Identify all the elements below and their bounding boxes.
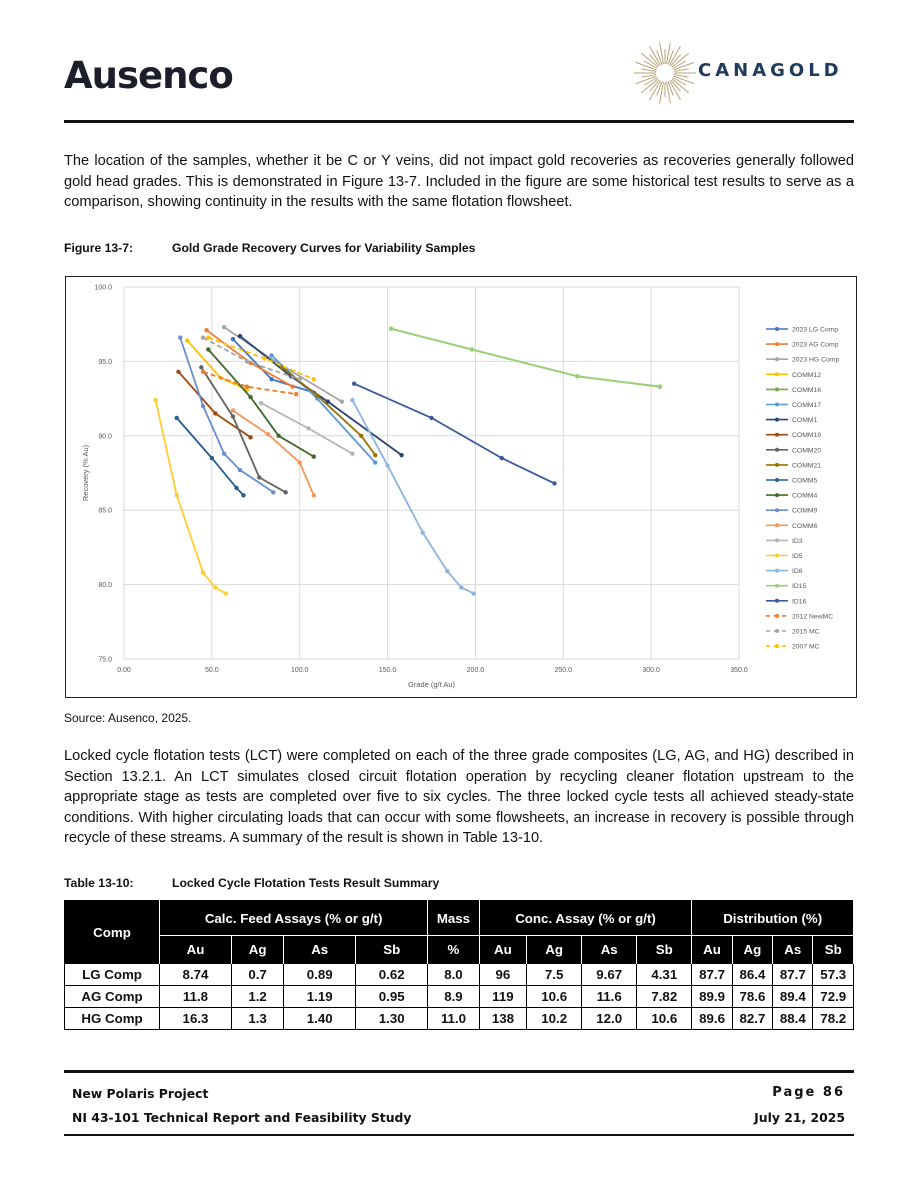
y-tick-label: 100.0 xyxy=(94,284,112,292)
table-cell: 10.6 xyxy=(637,1008,692,1030)
legend-marker xyxy=(775,357,779,361)
data-point xyxy=(199,365,203,369)
series-line xyxy=(391,329,660,387)
x-tick-label: 150.0 xyxy=(378,667,397,674)
data-point xyxy=(175,493,179,497)
data-point xyxy=(231,337,235,341)
col-header: Ag xyxy=(232,936,284,964)
table-cell: 0.7 xyxy=(232,964,284,986)
legend-marker xyxy=(775,418,779,422)
data-point xyxy=(213,585,217,589)
legend-label: 2023 HG Comp xyxy=(792,356,840,364)
table-cell: 8.0 xyxy=(428,964,479,986)
table-cell: 0.62 xyxy=(356,964,428,986)
legend-label: COMM16 xyxy=(792,386,822,394)
table-cell: 89.6 xyxy=(692,1008,732,1030)
legend-label: COMM21 xyxy=(792,462,822,470)
data-point xyxy=(500,456,504,460)
data-point xyxy=(470,347,474,351)
data-point xyxy=(213,411,217,415)
x-tick-label: 300.0 xyxy=(642,667,660,674)
legend-marker xyxy=(775,493,779,497)
series-line xyxy=(177,418,244,495)
intro-paragraph: The location of the samples, whether it be C or Y veins, did not impact gold recoveries as recoveries generally followed gold head grades. This is demonstrated in Figure 13-7. Included in the figure are some historical test results to serve as a comparison, showing continuity in the results with the same flotation flowsheet. xyxy=(64,153,854,210)
canagold-logo-text: CANAGOLD xyxy=(698,60,843,81)
table-cell: 8.74 xyxy=(160,964,232,986)
lct-summary-table xyxy=(64,900,854,1030)
recovery-chart xyxy=(65,276,857,698)
legend-label: COMM6 xyxy=(792,522,818,530)
data-point xyxy=(283,490,287,494)
sunburst-icon xyxy=(634,38,696,108)
data-point xyxy=(421,530,425,534)
table-caption xyxy=(64,876,439,890)
legend-marker xyxy=(775,584,779,588)
data-point xyxy=(259,401,263,405)
canagold-logo xyxy=(630,38,860,108)
ausenco-logo xyxy=(64,52,233,100)
series-line xyxy=(208,338,313,380)
table-cell: 7.5 xyxy=(527,964,582,986)
table-cell: 11.8 xyxy=(160,986,232,1008)
table-cell: 1.2 xyxy=(232,986,284,1008)
table-cell: 0.89 xyxy=(284,964,356,986)
col-header: Ag xyxy=(732,936,772,964)
data-point xyxy=(471,591,475,595)
series-line xyxy=(179,372,251,438)
data-point xyxy=(231,408,235,412)
figure-title: Gold Grade Recovery Curves for Variability Samples xyxy=(172,241,476,255)
legend-marker xyxy=(775,433,779,437)
data-point xyxy=(231,414,235,418)
data-point xyxy=(153,398,157,402)
footer-date: July 21, 2025 xyxy=(754,1110,845,1125)
series-line xyxy=(354,384,554,484)
data-point xyxy=(210,456,214,460)
group-header-dist: Distribution (%) xyxy=(692,901,854,936)
table-cell: 87.7 xyxy=(773,964,813,986)
table-cell: 57.3 xyxy=(813,964,854,986)
table-cell: 78.2 xyxy=(813,1008,854,1030)
col-header: As xyxy=(773,936,813,964)
x-tick-label: 350.0 xyxy=(730,667,748,674)
table-cell: 72.9 xyxy=(813,986,854,1008)
table-row xyxy=(65,1008,854,1030)
legend-marker xyxy=(775,342,779,346)
data-point xyxy=(241,493,245,497)
x-tick-label: 0.00 xyxy=(117,667,131,674)
data-point xyxy=(176,370,180,374)
lct-paragraph: Locked cycle flotation tests (LCT) were completed on each of the three grade composites (LG, AG, and HG) described in Section 13.2.1. An LCT simulates closed circuit flotation operation by recycling cleaner flotation upstream to the appropriate stage as tests are completed over five to six cycles. The three locked cycle tests all achieved steady-state conditions. With higher circulating loads that can occur with some flowsheets, an increase in recovery is possible through recycle of these streams. A summary of the result is shown in Table 13-10. xyxy=(64,748,854,846)
legend-marker xyxy=(775,372,779,376)
legend-label: ID16 xyxy=(792,598,807,606)
col-header: Sb xyxy=(356,936,428,964)
series-line xyxy=(233,411,314,496)
group-header-mass: Mass xyxy=(428,901,479,936)
data-point xyxy=(294,392,298,396)
data-point xyxy=(271,490,275,494)
y-axis-label: Recovery (% Au) xyxy=(81,444,90,502)
table-cell: 4.31 xyxy=(637,964,692,986)
data-point xyxy=(266,432,270,436)
data-point xyxy=(245,359,249,363)
y-tick-label: 75.0 xyxy=(98,656,112,664)
data-point xyxy=(429,416,433,420)
series-line xyxy=(180,338,273,493)
ausenco-logo-text: Ausenco xyxy=(64,54,233,97)
legend-marker xyxy=(775,327,779,331)
legend-marker xyxy=(775,478,779,482)
legend-label: 2023 LG Comp xyxy=(792,326,839,334)
table-cell: 7.82 xyxy=(637,986,692,1008)
table-cell: 1.19 xyxy=(284,986,356,1008)
figure-number: Figure 13-7: xyxy=(64,241,134,255)
y-tick-label: 80.0 xyxy=(98,582,112,590)
table-title: Locked Cycle Flotation Tests Result Summary xyxy=(172,876,440,890)
legend-label: COMM19 xyxy=(792,432,822,440)
figure-caption xyxy=(64,241,475,255)
data-point xyxy=(315,393,319,397)
data-point xyxy=(350,451,354,455)
data-point xyxy=(222,325,226,329)
table-row xyxy=(65,964,854,986)
legend-marker xyxy=(775,644,779,648)
data-point xyxy=(201,404,205,408)
table-cell: 0.95 xyxy=(356,986,428,1008)
chart-svg xyxy=(66,277,856,697)
legend-marker xyxy=(775,463,779,467)
table-cell: 89.9 xyxy=(692,986,732,1008)
col-header: Au xyxy=(692,936,732,964)
legend-marker xyxy=(775,599,779,603)
group-header-feed: Calc. Feed Assays (% or g/t) xyxy=(160,901,428,936)
data-point xyxy=(352,382,356,386)
data-point xyxy=(234,486,238,490)
y-tick-label: 95.0 xyxy=(98,358,112,366)
table-cell: 12.0 xyxy=(582,1008,637,1030)
data-point xyxy=(204,328,208,332)
col-header: Sb xyxy=(637,936,692,964)
data-point xyxy=(298,377,302,381)
data-point xyxy=(312,454,316,458)
legend-marker xyxy=(775,523,779,527)
footer-report: NI 43-101 Technical Report and Feasibility Study xyxy=(72,1110,412,1125)
data-point xyxy=(658,384,662,388)
table-cell: 1.30 xyxy=(356,1008,428,1030)
col-header: Au xyxy=(479,936,526,964)
table-cell: 119 xyxy=(479,986,526,1008)
legend-marker xyxy=(775,538,779,542)
data-point xyxy=(373,460,377,464)
data-point xyxy=(389,326,393,330)
legend-label: 2012 NewMC xyxy=(792,613,834,621)
table-cell: 96 xyxy=(479,964,526,986)
data-point xyxy=(222,451,226,455)
table-cell: 89.4 xyxy=(773,986,813,1008)
header-rule xyxy=(64,120,854,123)
legend-label: 2007 MC xyxy=(792,643,820,651)
col-header: Ag xyxy=(527,936,582,964)
col-header: As xyxy=(284,936,356,964)
footer-rule-top xyxy=(64,1070,854,1073)
data-point xyxy=(201,370,205,374)
data-point xyxy=(575,374,579,378)
footer-rule-bottom xyxy=(64,1134,854,1136)
legend-label: COMM17 xyxy=(792,402,822,409)
y-tick-label: 90.0 xyxy=(98,433,112,441)
x-tick-label: 50.0 xyxy=(205,667,219,674)
data-point xyxy=(399,453,403,457)
data-point xyxy=(257,475,261,479)
row-label: HG Comp xyxy=(65,1008,160,1030)
data-point xyxy=(248,435,252,439)
data-point xyxy=(312,493,316,497)
row-label: LG Comp xyxy=(65,964,160,986)
legend-marker xyxy=(775,629,779,633)
legend-marker xyxy=(775,448,779,452)
data-point xyxy=(312,377,316,381)
data-point xyxy=(248,395,252,399)
legend-label: ID15 xyxy=(792,583,807,591)
data-point xyxy=(238,334,242,338)
data-point xyxy=(224,591,228,595)
data-point xyxy=(238,468,242,472)
group-header-conc: Conc. Assay (% or g/t) xyxy=(479,901,692,936)
legend-label: ID3 xyxy=(792,537,803,545)
legend-label: COMM1 xyxy=(792,417,818,425)
data-point xyxy=(276,434,280,438)
data-point xyxy=(359,434,363,438)
data-point xyxy=(290,384,294,388)
data-point xyxy=(306,426,310,430)
data-point xyxy=(269,377,273,381)
table-cell: 138 xyxy=(479,1008,526,1030)
data-point xyxy=(552,481,556,485)
y-tick-label: 85.0 xyxy=(98,507,112,515)
legend-marker xyxy=(775,508,779,512)
table-cell: 1.40 xyxy=(284,1008,356,1030)
table-cell: 9.67 xyxy=(582,964,637,986)
data-point xyxy=(262,356,266,360)
footer-project: New Polaris Project xyxy=(72,1086,209,1101)
data-point xyxy=(269,353,273,357)
data-point xyxy=(206,347,210,351)
data-point xyxy=(175,416,179,420)
legend-marker xyxy=(775,387,779,391)
col-header: % xyxy=(428,936,479,964)
figure-source: Source: Ausenco, 2025. xyxy=(64,711,192,725)
data-point xyxy=(298,460,302,464)
table-cell: 87.7 xyxy=(692,964,732,986)
table-cell: 86.4 xyxy=(732,964,772,986)
legend-marker xyxy=(775,614,779,618)
data-point xyxy=(201,570,205,574)
table-cell: 11.6 xyxy=(582,986,637,1008)
x-tick-label: 200.0 xyxy=(466,667,485,674)
legend-label: COMM12 xyxy=(792,371,822,379)
table-row xyxy=(65,986,854,1008)
data-point xyxy=(245,384,249,388)
row-label: AG Comp xyxy=(65,986,160,1008)
legend-label: COMM4 xyxy=(792,492,818,500)
table-cell: 88.4 xyxy=(773,1008,813,1030)
legend-marker xyxy=(775,554,779,558)
legend-label: ID5 xyxy=(792,553,803,560)
data-point xyxy=(445,569,449,573)
table-cell: 16.3 xyxy=(160,1008,232,1030)
comp-header: Comp xyxy=(65,901,160,964)
legend-label: 2015 MC xyxy=(792,628,820,636)
data-point xyxy=(206,335,210,339)
x-tick-label: 250.0 xyxy=(554,667,573,674)
legend-label: COMM5 xyxy=(792,477,818,485)
col-header: As xyxy=(582,936,637,964)
legend-label: 2023 AG Comp xyxy=(792,341,839,349)
table-cell: 10.6 xyxy=(527,986,582,1008)
table-cell: 82.7 xyxy=(732,1008,772,1030)
series-line xyxy=(156,400,226,593)
data-point xyxy=(459,585,463,589)
table-cell: 1.3 xyxy=(232,1008,284,1030)
data-point xyxy=(185,338,189,342)
table-number: Table 13-10: xyxy=(64,876,134,890)
x-tick-label: 100.0 xyxy=(290,667,309,674)
data-point xyxy=(178,335,182,339)
data-point xyxy=(373,453,377,457)
table-cell: 8.9 xyxy=(428,986,479,1008)
data-point xyxy=(201,335,205,339)
series-line xyxy=(391,329,660,387)
legend-label: COMM20 xyxy=(792,447,822,455)
table-cell: 78.6 xyxy=(732,986,772,1008)
legend-marker xyxy=(775,403,779,407)
table-cell: 11.0 xyxy=(428,1008,479,1030)
legend-marker xyxy=(775,569,779,573)
x-axis-label: Grade (g/t Au) xyxy=(407,680,456,689)
data-point xyxy=(340,399,344,403)
legend-label: COMM9 xyxy=(792,507,818,515)
footer-page: Page 86 xyxy=(772,1085,845,1100)
data-point xyxy=(350,398,354,402)
legend-label: ID8 xyxy=(792,568,803,576)
col-header: Sb xyxy=(813,936,854,964)
data-point xyxy=(385,463,389,467)
series-line xyxy=(352,400,473,593)
table-cell: 10.2 xyxy=(527,1008,582,1030)
col-header: Au xyxy=(160,936,232,964)
